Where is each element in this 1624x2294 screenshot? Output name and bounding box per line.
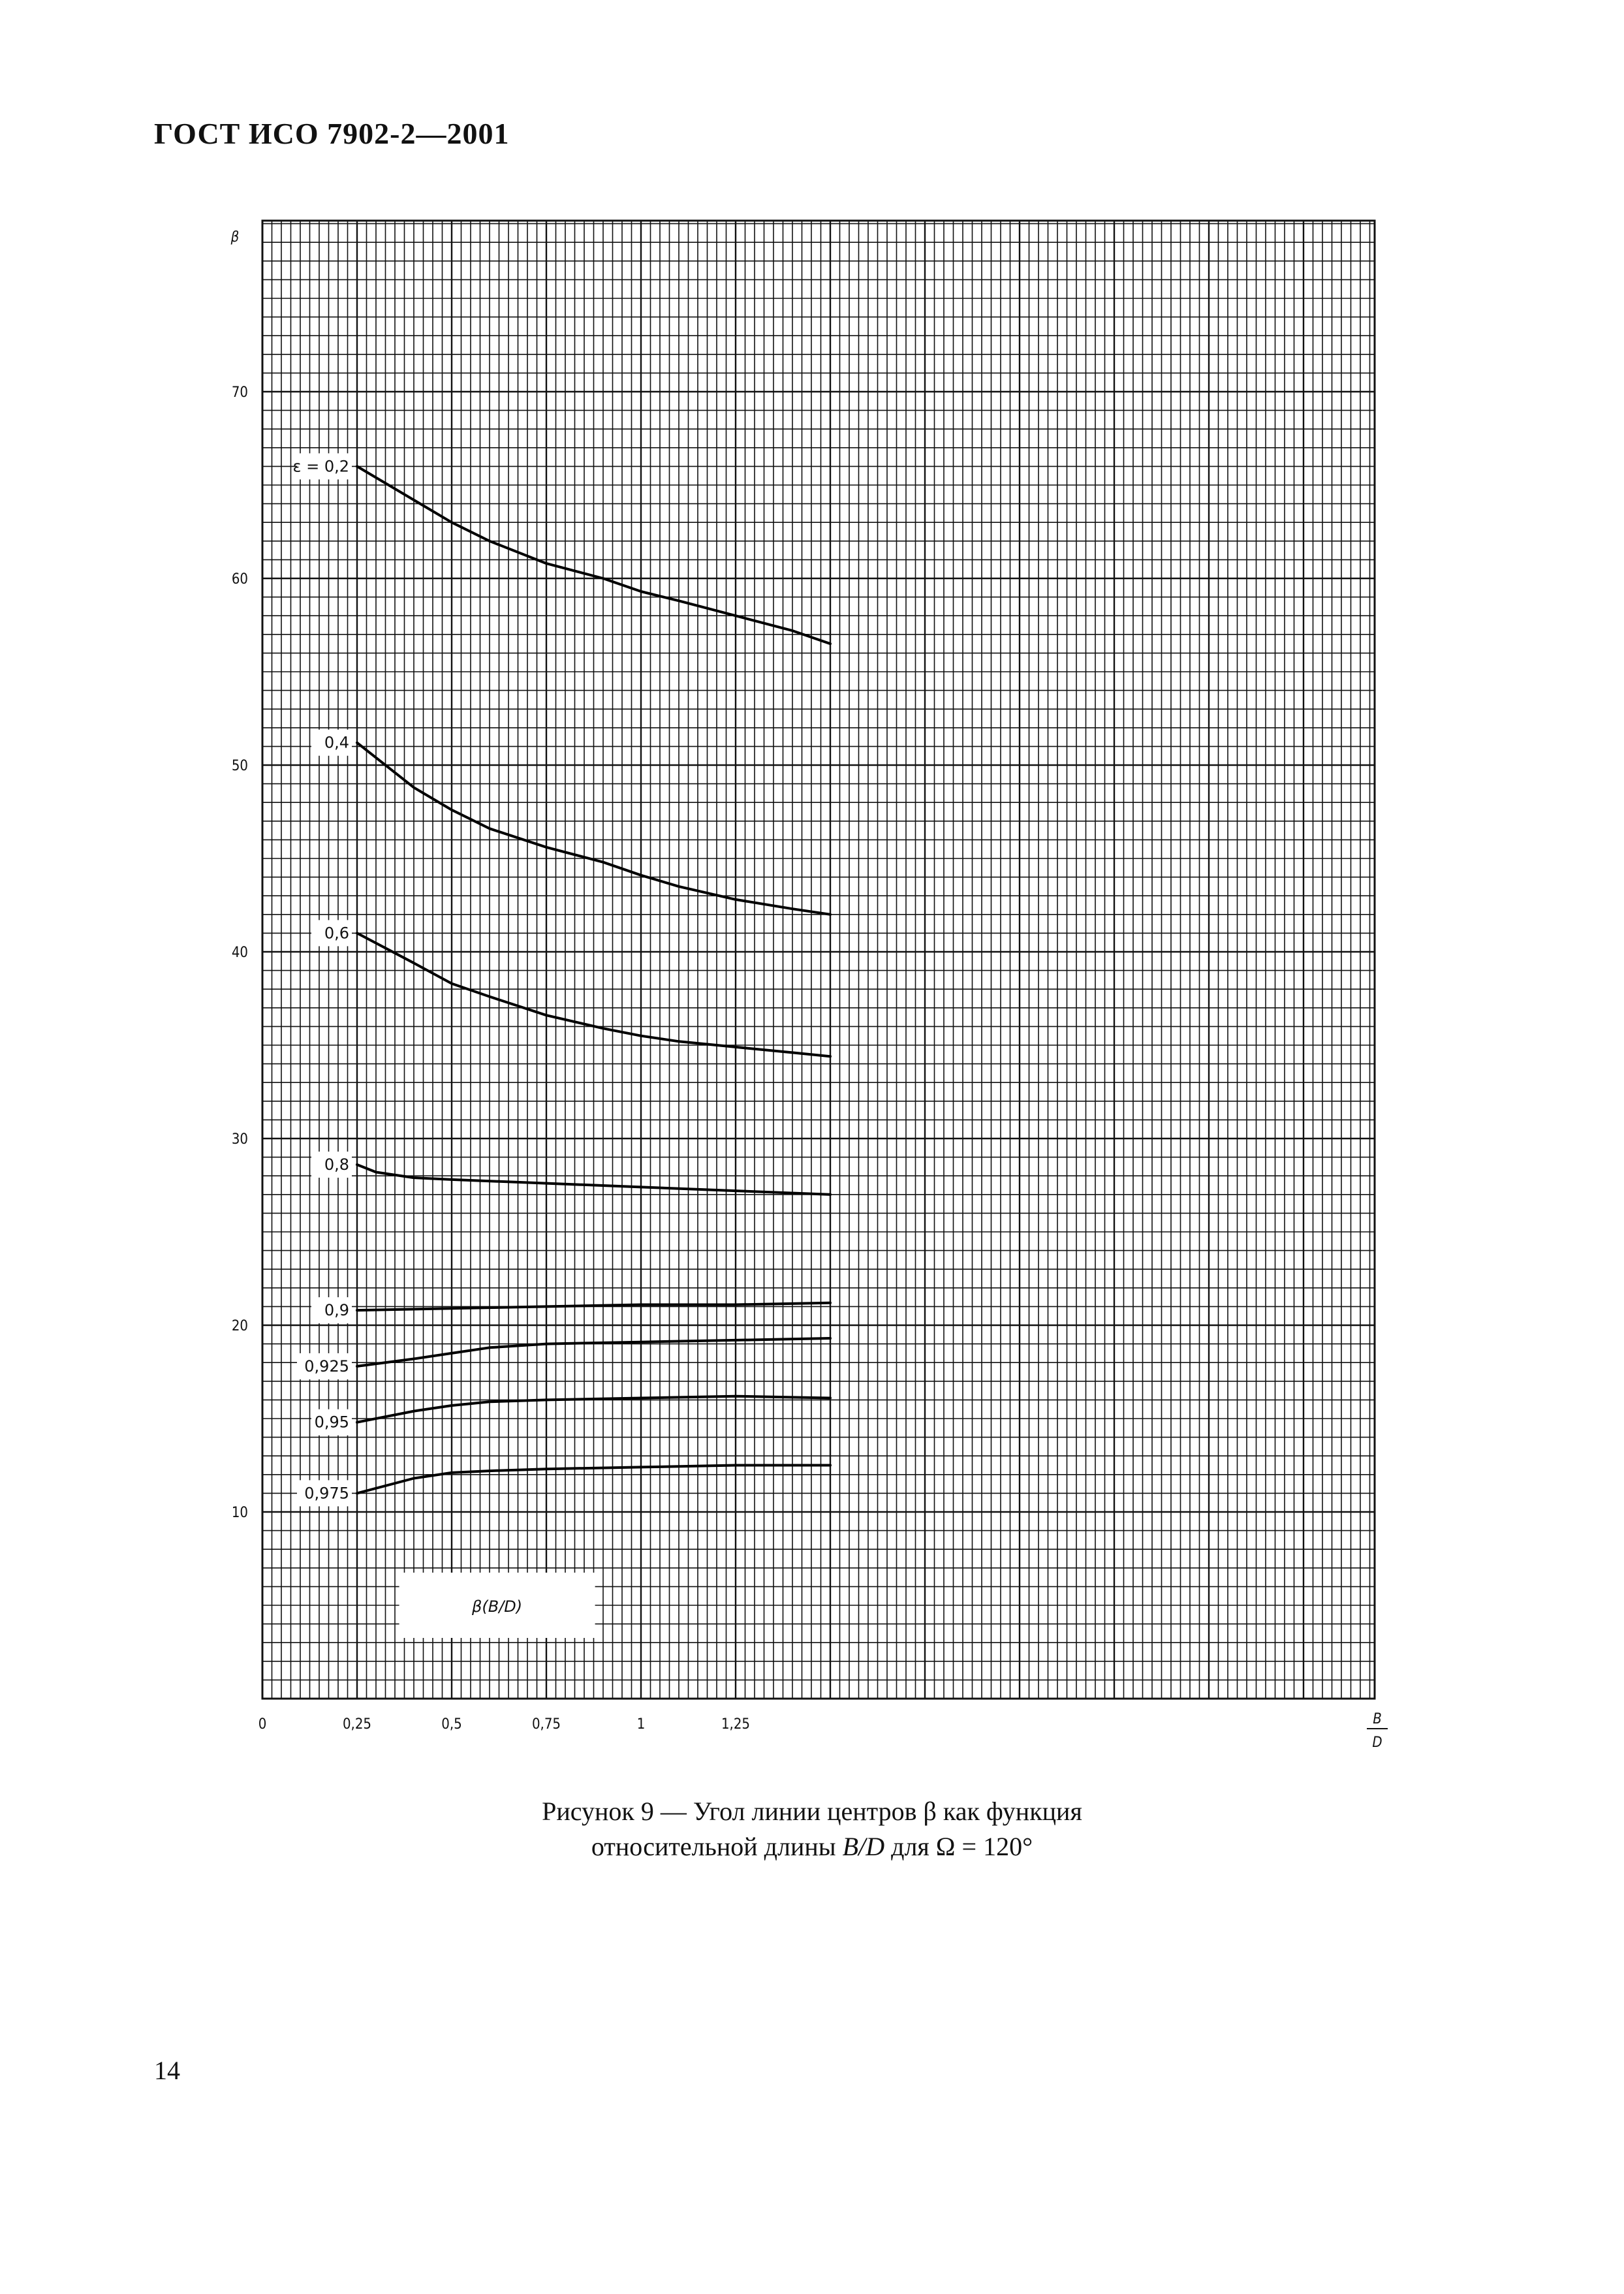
caption-line-2-italic: B/D [842,1832,885,1861]
y-axis-label: β [230,229,240,245]
curve-label: 0,4 [324,733,349,752]
caption-line-2-prefix: относительной длины [591,1832,843,1861]
curve-label: 0,975 [304,1484,349,1503]
y-tick-label: 10 [231,1505,248,1521]
y-tick-label: 40 [231,945,248,961]
curve-label: ε = 0,2 [292,457,349,476]
x-tick-label: 0 [258,1716,267,1733]
caption-line-1: Рисунок 9 — Угол линии центров β как функция [542,1797,1082,1826]
figure-caption [0,1794,1624,1864]
curve-label: 0,95 [314,1413,349,1432]
function-label: β(B/D) [472,1597,523,1616]
y-tick-label: 70 [231,385,248,401]
chart-ticks [230,229,1388,1751]
curve-label: 0,6 [324,924,349,943]
curve-label: 0,9 [324,1301,349,1320]
x-axis-label-numerator: B [1373,1711,1382,1727]
x-tick-label: 0,25 [342,1716,372,1733]
curve-label: 0,8 [324,1155,349,1174]
curve-label: 0,925 [304,1357,349,1375]
caption-line-2-suffix: для Ω = 120° [884,1832,1033,1861]
y-tick-label: 30 [231,1131,248,1148]
document-header: ГОСТ ИСО 7902-2—2001 [154,117,510,150]
y-tick-label: 20 [231,1318,248,1334]
x-tick-label: 1,25 [721,1716,751,1733]
x-tick-label: 0,5 [441,1716,462,1733]
y-tick-label: 60 [231,571,248,588]
y-tick-label: 50 [231,758,248,774]
x-tick-label: 1 [636,1716,646,1733]
caption-line-2 [0,1829,1624,1864]
x-tick-label: 0,75 [531,1716,561,1733]
page-number: 14 [154,2056,180,2085]
x-axis-label-denominator: D [1372,1735,1382,1751]
